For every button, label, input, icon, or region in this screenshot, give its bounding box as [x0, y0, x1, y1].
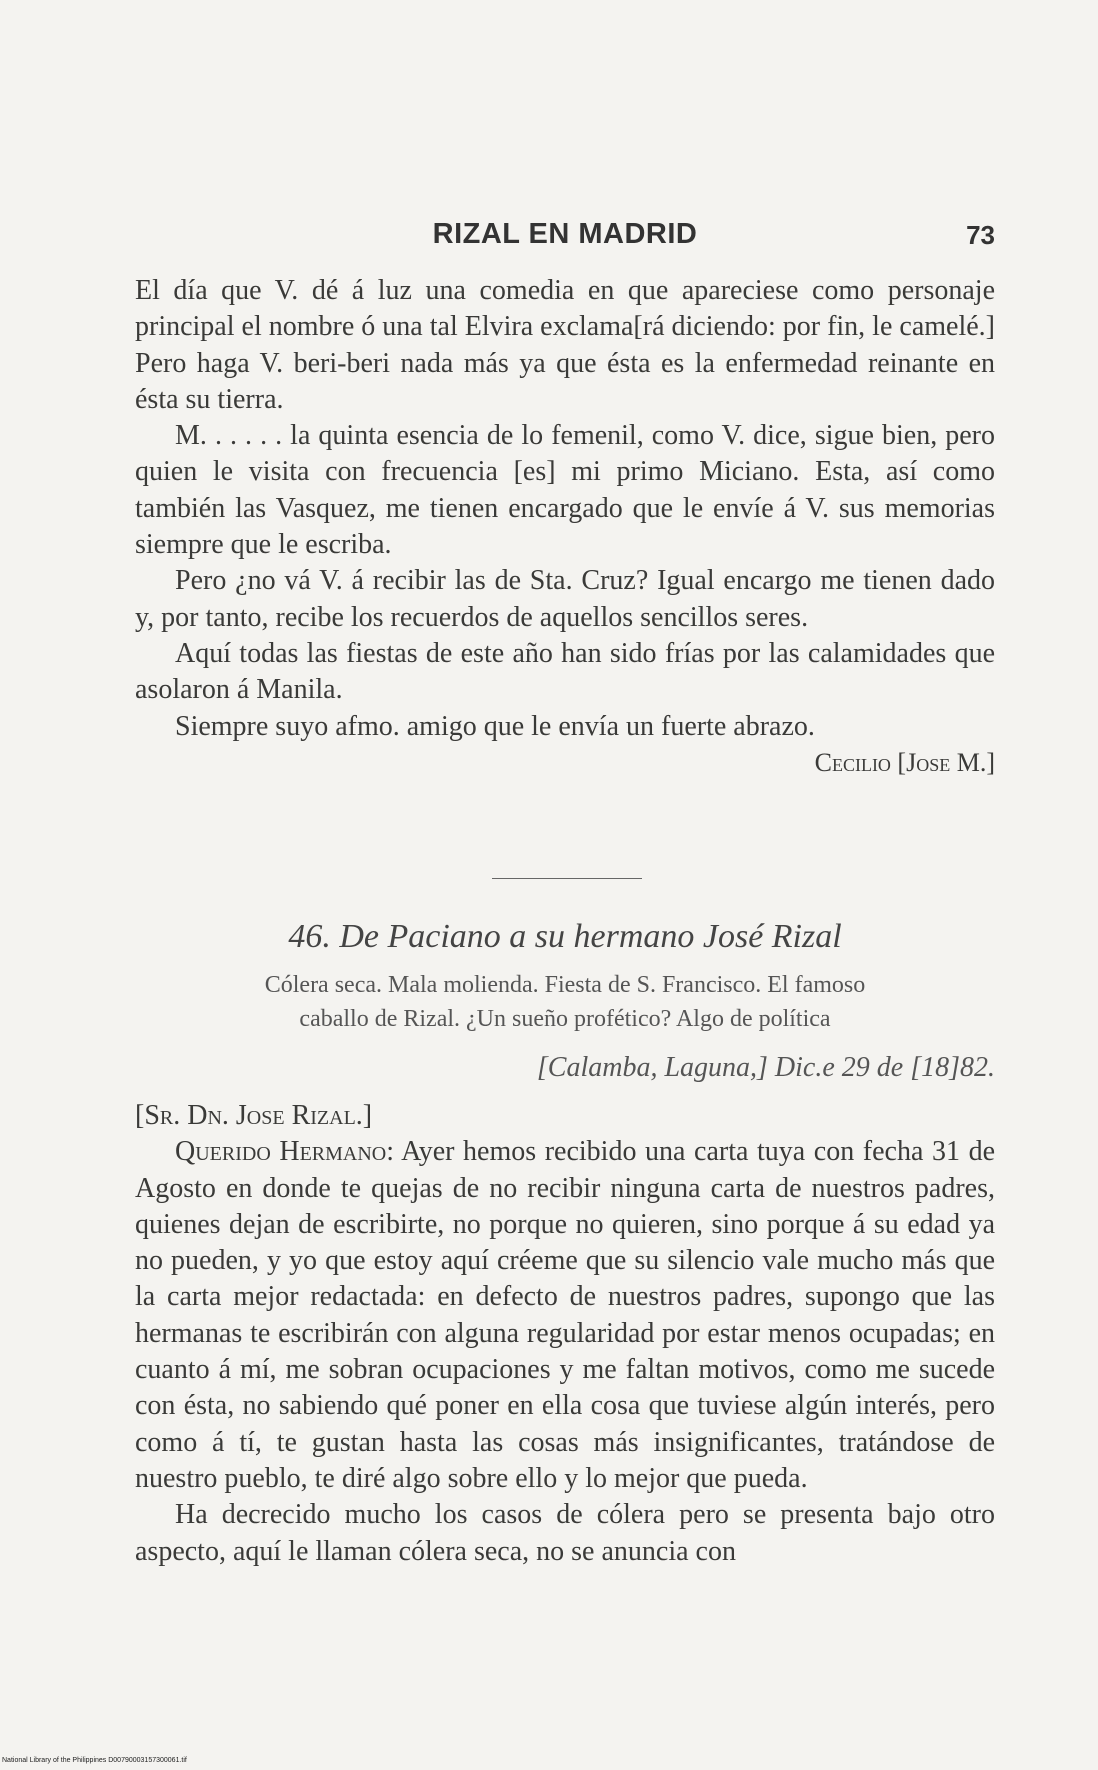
signature: Cecilio [Jose M.]	[814, 747, 995, 777]
addressee: [Sr. Dn. Jose Rizal.]	[135, 1100, 373, 1131]
paragraph: Pero ¿no vá V. á recibir las de Sta. Cruz? Igual encargo me tienen dado y, por tanto, recibe los recuerdos de aquellos sencillos seres.	[135, 565, 995, 633]
paragraph: Aquí todas las fiestas de este año han sido frías por las calamidades que asolaron á Manila.	[135, 637, 995, 706]
paragraph	[135, 1134, 995, 1497]
running-head-title: RIZAL EN MADRID	[432, 218, 698, 250]
letter-heading: 46. De Paciano a su hermano José Rizal	[288, 918, 842, 955]
letter-summary	[135, 968, 995, 1036]
letter-body	[135, 1098, 995, 1570]
paragraph: El día que V. dé á luz una comedia en que apareciese como personaje principal el nombre ó una tal Elvira exclama[rá diciendo: por fin, le camelé.] Pero haga V. beri-beri nada más ya que ésta es la enfermedad reinante en ésta su tierra.	[135, 275, 995, 415]
paragraph: M. . . . . . la quinta esencia de lo femenil, como V. dice, sigue bien, pero quien le visita con frecuencia [es] mi primo Miciano. Esta, así como también las Vasquez, me tienen encargado que le envíe á V. sus memorias siempre que le escriba.	[135, 420, 995, 561]
footer-credit: National Library of the Philippines D00790003157300061.tif	[2, 1757, 187, 1764]
section-divider	[492, 878, 642, 879]
summary-line: Cólera seca. Mala molienda. Fiesta de S. Francisco. El famoso	[264, 972, 866, 998]
paragraph: Ha decrecido mucho los casos de cólera pero se presenta bajo otro aspecto, aquí le llaman cólera seca, no se anuncia con	[135, 1499, 995, 1567]
page-number: 73	[966, 220, 995, 250]
salutation: Querido Hermano	[175, 1136, 387, 1168]
summary-line: caballo de Rizal. ¿Un sueño profético? Algo de política	[299, 1006, 831, 1032]
letter-continuation	[135, 273, 995, 781]
paragraph: Siempre suyo afmo. amigo que le envía un fuerte abrazo.	[175, 710, 815, 742]
running-head	[135, 218, 995, 258]
paragraph-text: : Ayer hemos recibido una carta tuya con fecha 31 de Agosto en donde te quejas de no recibir ninguna carta de nuestros padres, quienes dejan de escribirte, no porque no quieren, sino porque á su edad ya no pueden, y yo que estoy aquí créeme que su silencio vale mucho más que la carta mejor redactada: en defecto de nuestros padres, supongo que las hermanas te escribirán con alguna regularidad por estar menos ocupadas; en cuanto á mí, me sobran ocupaciones y me faltan motivos, como me sucede con ésta, no sabiendo qué poner en ella cosa que tuviese algún interés, pero como á tí, te gustan hasta las cosas más insignificantes, tratándose de nuestro pueblo, te diré algo sobre ello y lo mejor que pueda.	[135, 1136, 995, 1494]
dateline: [Calamba, Laguna,] Dic.e 29 de [18]82.	[536, 1052, 995, 1083]
